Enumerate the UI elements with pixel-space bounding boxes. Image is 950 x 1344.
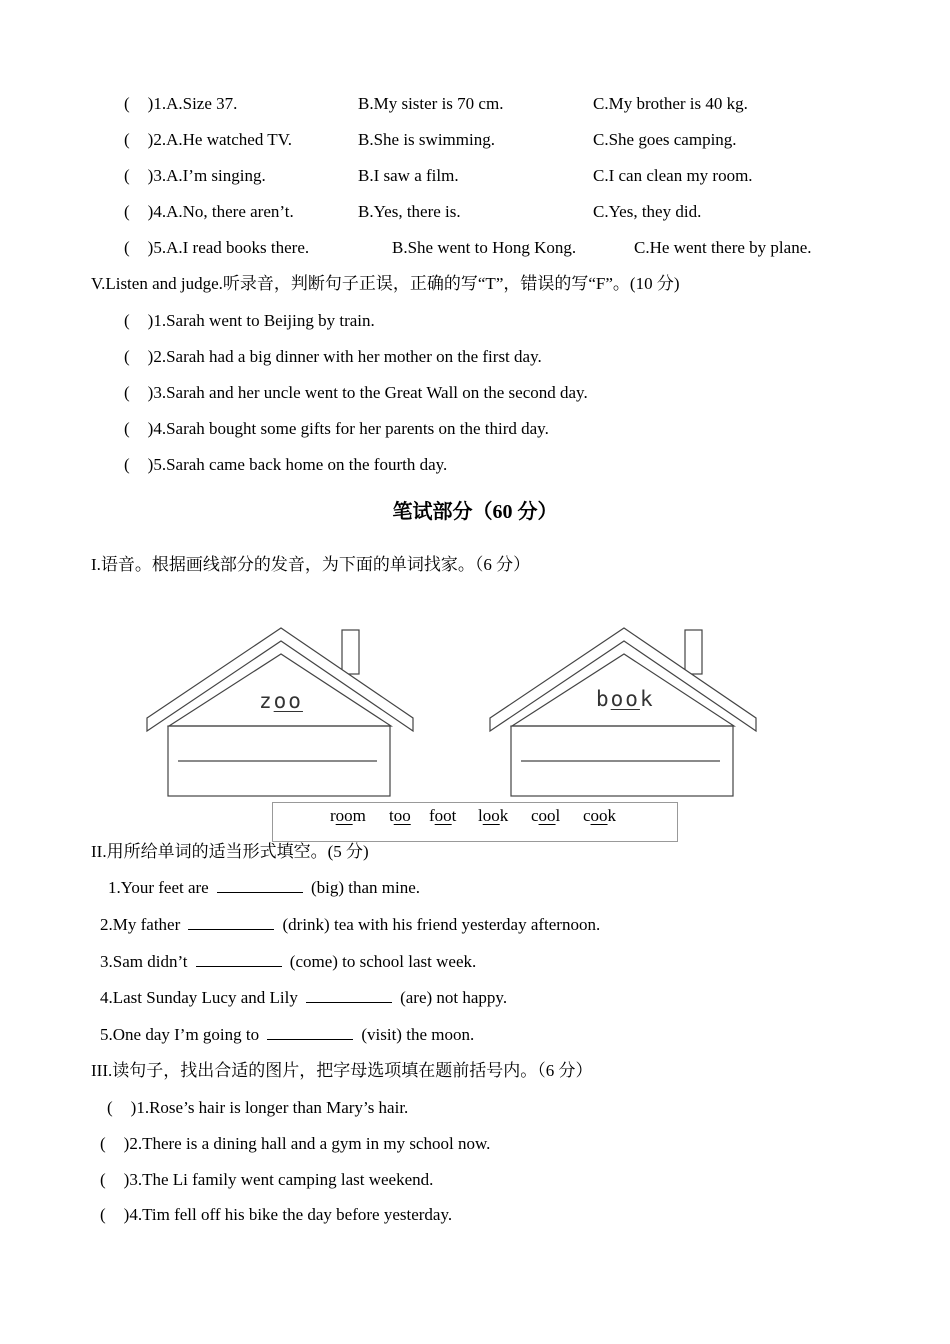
word-too: too (389, 806, 411, 825)
list-item: 1.Your feet are (big) than mine. (108, 878, 421, 897)
list-item: 3.Sam didn’t (come) to school last week. (100, 952, 477, 971)
list-item[interactable]: ( )1.Sarah went to Beijing by train. (124, 311, 375, 330)
answer-bracket[interactable]: ( )2.A.He watched TV. (124, 130, 292, 149)
list-item[interactable]: ( )4.Sarah bought some gifts for her parents on the third day. (124, 419, 549, 438)
sec3-heading: III.读句子，找出合适的图片，把字母选项填在题前括号内。（6 分） (91, 1061, 593, 1080)
option-c: C.I can clean my room. (593, 166, 753, 185)
option-b: B.She is swimming. (358, 130, 495, 149)
option-c: C.Yes, they did. (593, 202, 702, 221)
section-title: 笔试部分（60 分） (392, 501, 558, 523)
option-c: C.He went there by plane. (634, 238, 812, 257)
answer-bracket[interactable]: ( )5.A.I read books there. (124, 238, 310, 257)
blank-field[interactable] (267, 1025, 353, 1040)
option-b: B.Yes, there is. (358, 202, 461, 221)
sec2-heading: II.用所给单词的适当形式填空。(5 分) (91, 842, 369, 861)
list-item[interactable]: ( )1.Rose’s hair is longer than Mary’s hair. (107, 1098, 409, 1117)
list-item[interactable]: ( )4.Tim fell off his bike the day before yesterday. (100, 1205, 453, 1224)
word-room: room (330, 806, 366, 825)
word-cool: cool (531, 806, 561, 825)
list-item[interactable]: ( )5.Sarah came back home on the fourth day. (124, 455, 448, 474)
word-foot: foot (429, 806, 457, 825)
list-item: 4.Last Sunday Lucy and Lily (are) not happy. (100, 988, 508, 1007)
option-c: C.She goes camping. (593, 130, 737, 149)
list-item[interactable]: ( )3.The Li family went camping last weekend. (100, 1170, 434, 1189)
part5-heading: V.Listen and judge.听录音，判断句子正误，正确的写“T”，错误的写“F”。(10 分) (91, 274, 680, 293)
blank-field[interactable] (196, 952, 282, 967)
list-item: 5.One day I’m going to (visit) the moon. (100, 1025, 475, 1044)
house-word-book: book (596, 687, 655, 711)
house-word-zoo: zoo (259, 689, 303, 713)
answer-bracket[interactable]: ( )1.A.Size 37. (124, 94, 238, 113)
option-b: B.She went to Hong Kong. (392, 238, 577, 257)
option-c: C.My brother is 40 kg. (593, 94, 748, 113)
option-b: B.My sister is 70 cm. (358, 94, 504, 113)
blank-field[interactable] (188, 915, 274, 930)
answer-bracket[interactable]: ( )3.A.I’m singing. (124, 166, 266, 185)
word-cook: cook (583, 806, 617, 825)
blank-field[interactable] (306, 988, 392, 1003)
word-look: look (478, 806, 509, 825)
list-item[interactable]: ( )2.Sarah had a big dinner with her mother on the first day. (124, 347, 542, 366)
answer-bracket[interactable]: ( )4.A.No, there aren’t. (124, 202, 294, 221)
blank-field[interactable] (217, 878, 303, 893)
option-b: B.I saw a film. (358, 166, 459, 185)
list-item[interactable]: ( )3.Sarah and her uncle went to the Great Wall on the second day. (124, 383, 588, 402)
list-item: 2.My father (drink) tea with his friend yesterday afternoon. (100, 915, 601, 934)
house-right (490, 628, 756, 796)
list-item[interactable]: ( )2.There is a dining hall and a gym in my school now. (100, 1134, 491, 1153)
sec1-heading: I.语音。根据画线部分的发音，为下面的单词找家。（6 分） (91, 555, 531, 574)
